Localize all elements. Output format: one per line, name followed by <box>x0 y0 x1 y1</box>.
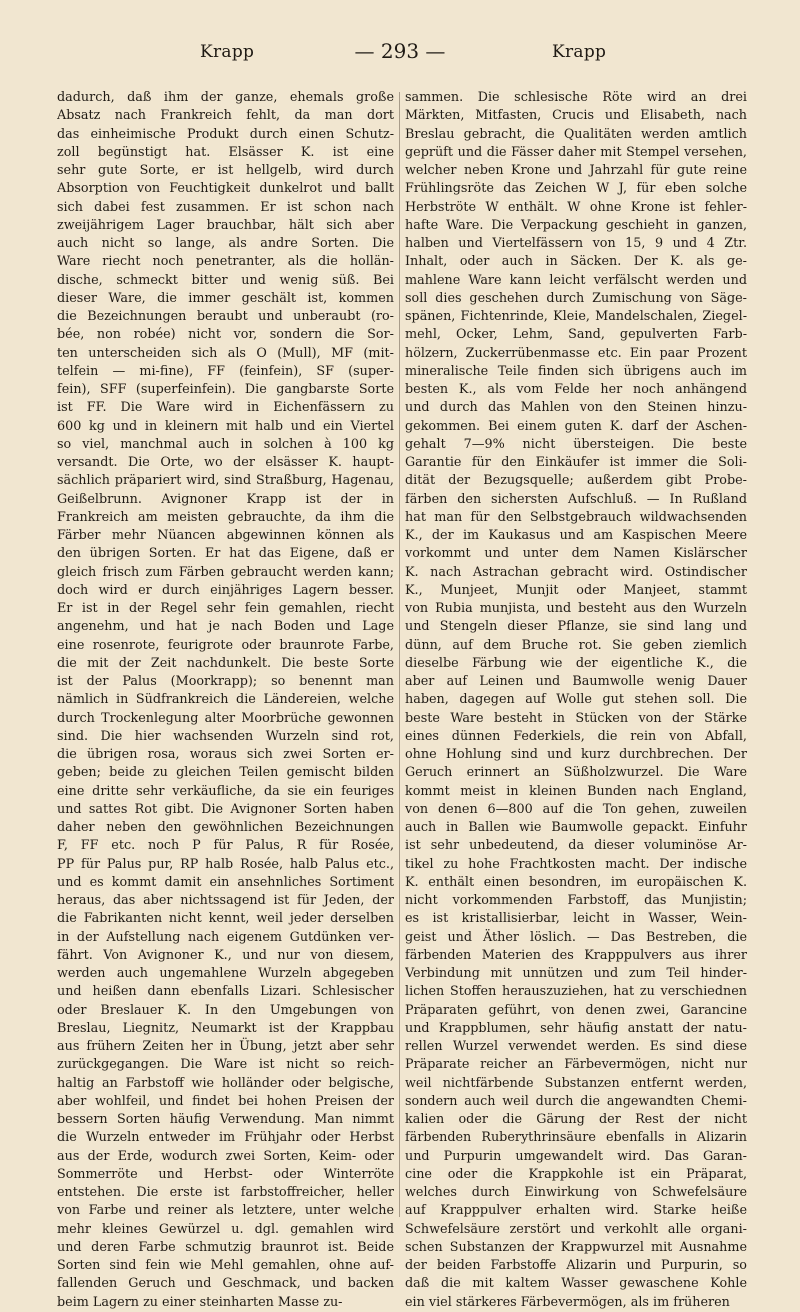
text-line: und sattes Rot gibt. Die Avignoner Sorten haben <box>57 801 394 817</box>
text-line: Garantie für den Einkäufer ist immer die Soli- <box>405 455 747 470</box>
text-line: ein viel stärkeres Färbevermögen, als im früheren <box>405 1294 730 1310</box>
text-line: sammen. Die schlesische Röte wird an drei <box>405 90 747 105</box>
text-line: die mit der Zeit nachdunkelt. Die beste Sorte <box>57 655 394 671</box>
text-line: Absatz nach Frankreich fehlt, da man dort <box>57 108 394 124</box>
text-line: oder Breslauer K. In den Umgebungen von <box>57 1002 394 1018</box>
header-right-catchword: Krapp <box>552 42 607 62</box>
text-line: Absorption von Feuchtigkeit dunkelrot und ballt <box>57 181 394 197</box>
text-line: es ist kristallisierbar, leicht in Wasser, Wein- <box>405 911 747 927</box>
text-line: ohne Hohlung sind und kurz durchbrechen. Der <box>405 747 747 762</box>
text-line: welcher neben Krone und Jahrzahl für gute reine <box>405 163 747 178</box>
text-line: ist FF. Die Ware wird in Eichenfässern zu <box>57 400 394 416</box>
text-line: kommt meist in kleinen Bunden nach England, <box>405 783 747 799</box>
text-line: geprüft und die Fässer daher mit Stempel versehen, <box>405 144 747 160</box>
text-line: heraus, das aber nichtssagend ist für Jeden, der <box>57 893 394 908</box>
text-line: halben und Viertelfässern von 15, 9 und 4 Ztr. <box>405 236 747 251</box>
text-line: besten K., als vom Felde her noch anhängend <box>405 382 747 397</box>
text-line: K., der im Kaukasus und am Kaspischen Meere <box>405 528 747 543</box>
text-line: von denen 6—800 auf die Ton gehen, zuweilen <box>405 801 747 817</box>
text-line: nicht vorkommenden Farbstoff, das Munjistin; <box>405 893 747 908</box>
text-line: hafte Ware. Die Verpackung geschieht in ganzen, <box>405 217 747 233</box>
text-line: daß die mit kaltem Wasser gewaschene Kohle <box>405 1276 747 1292</box>
text-line: daher neben den gewöhnlichen Bezeichnungen <box>57 820 394 835</box>
text-line: Präparate reicher an Färbevermögen, nicht nur <box>405 1057 747 1073</box>
text-line: PP für Palus pur, RP halb Rosée, halb Palus etc., <box>57 856 394 872</box>
text-line: welches durch Einwirkung von Schwefelsäure <box>405 1185 747 1200</box>
text-line: mehr kleines Gewürzel u. dgl. gemahlen wird <box>57 1221 394 1237</box>
text-line: entstehen. Die erste ist farbstoffreicher, heller <box>57 1185 394 1200</box>
text-line: Sommerröte und Herbst- oder Winterröte <box>57 1166 394 1182</box>
text-line: Verbindung mit unnützen und zum Teil hinder- <box>405 966 747 981</box>
text-line: ist sehr unbedeutend, da dieser voluminöse Ar- <box>405 838 747 854</box>
text-line: eines dünnen Federkiels, die rein von Abfall, <box>405 728 747 744</box>
text-line: hölzern, Zuckerrübenmasse etc. Ein paar Prozent <box>405 345 747 361</box>
text-line: färbenden Ruberythrinsäure ebenfalls in Alizarin <box>405 1130 747 1146</box>
text-line: eine rosenrote, feurigrote oder braunrote Farbe, <box>57 637 394 653</box>
text-line: haltig an Farbstoff wie holländer oder belgische, <box>57 1075 394 1091</box>
text-line: ist der Palus (Moorkrapp); so benennt man <box>57 674 394 689</box>
text-line: beim Lagern zu einer steinharten Masse zu- <box>57 1294 343 1310</box>
right-text-column <box>405 89 747 1312</box>
text-line: mahlene Ware kann leicht verfälscht werden und <box>405 272 747 288</box>
text-line: den übrigen Sorten. Er hat das Eigene, daß er <box>57 546 394 562</box>
text-line: sich dabei fest zusammen. Er ist schon nach <box>57 199 394 215</box>
page-number: — 293 — <box>354 39 446 63</box>
text-line: mehl, Ocker, Lehm, Sand, gepulverten Farb- <box>405 327 747 343</box>
text-line: in der Aufstellung nach eigenem Gutdünken ver- <box>57 929 394 945</box>
text-line: Färber mehr Nüancen abgewinnen können als <box>57 528 394 543</box>
text-line: dieselbe Färbung wie der eigentliche K., die <box>405 655 747 671</box>
text-line: gleich frisch zum Färben gebraucht werden kann; <box>57 564 394 580</box>
text-line: und deren Farbe schmutzig braunrot ist. Beide <box>57 1239 394 1255</box>
text-line: gehalt 7—9% nicht übersteigen. Die beste <box>405 436 747 452</box>
text-line: auf Krapppulver erhalten wird. Starke heiße <box>405 1203 747 1219</box>
text-line: angenehm, und hat je nach Boden und Lage <box>57 619 394 635</box>
text-line: auch in Ballen wie Baumwolle gepackt. Einfuhr <box>405 820 747 835</box>
text-line: Märkten, Mitfasten, Crucis und Elisabeth, nach <box>405 108 747 124</box>
text-line: hat man für den Selbstgebrauch wildwachsenden <box>405 509 747 525</box>
text-line: bessern Sorten häufig Verwendung. Man nimmt <box>57 1112 394 1127</box>
text-line: und es kommt damit ein ansehnliches Sortiment <box>57 874 394 890</box>
text-line: so viel, manchmal auch in solchen à 100 kg <box>57 436 394 452</box>
text-line: zoll begünstigt hat. Elsässer K. ist eine <box>57 144 394 160</box>
text-line: soll dies geschehen durch Zumischung von Säge- <box>405 290 747 306</box>
text-line: eine dritte sehr verkäufliche, da sie ein feuriges <box>57 783 394 799</box>
text-line: dadurch, daß ihm der ganze, ehemals große <box>57 90 394 105</box>
text-line: spänen, Fichtenrinde, Kleie, Mandelschalen, Ziegel- <box>405 309 747 324</box>
text-line: Inhalt, oder auch in Säcken. Der K. als ge- <box>405 254 747 270</box>
text-line: die Wurzeln entweder im Frühjahr oder Herbst <box>57 1130 394 1146</box>
text-line: sind. Die hier wachsenden Wurzeln sind rot, <box>57 728 394 744</box>
text-line: Geißelbrunn. Avignoner Krapp ist der in <box>57 491 394 507</box>
text-line: haben, dagegen auf Wolle gut stehen soll. Die <box>405 692 747 708</box>
text-line: schen Substanzen der Krappwurzel mit Ausnahme <box>405 1239 747 1255</box>
text-line: bée, non robée) nicht vor, sondern die Sor- <box>57 327 394 343</box>
text-line: sächlich präpariert wird, sind Straßburg, Hagenau, <box>57 473 394 489</box>
text-line: und Krappblumen, sehr häufig anstatt der natu- <box>405 1020 747 1036</box>
text-line: fährt. Von Avignoner K., und nur von diesem, <box>57 947 394 963</box>
text-line: dität der Bezugsquelle; außerdem gibt Probe- <box>405 473 747 489</box>
text-line: aus frühern Zeiten her in Übung, jetzt aber sehr <box>57 1039 394 1054</box>
text-line: sehr gute Sorte, er ist hellgelb, wird durch <box>57 163 394 178</box>
text-line: geist und Äther löslich. — Das Bestreben, die <box>405 929 747 945</box>
text-line: Breslau, Liegnitz, Neumarkt ist der Krappbau <box>57 1020 394 1036</box>
text-line: der beiden Farbstoffe Alizarin und Purpurin, so <box>405 1258 747 1273</box>
text-line: gekommen. Bei einem guten K. darf der Aschen- <box>405 418 747 434</box>
text-line: Präparaten geführt, von denen zwei, Garancine <box>405 1002 747 1018</box>
text-line: F, FF etc. noch P für Palus, R für Rosée, <box>57 838 394 854</box>
text-line: zurückgegangen. Die Ware ist nicht so reich- <box>57 1057 394 1073</box>
text-line: ten unterscheiden sich als O (Mull), MF (mit- <box>57 345 394 361</box>
text-line: die Bezeichnungen beraubt und unberaubt (ro- <box>57 309 394 324</box>
text-line: Herbströte W enthält. W ohne Krone ist fehler- <box>405 199 747 215</box>
text-line: K. enthält einen besondren, im europäischen K. <box>405 874 747 890</box>
text-line: und heißen dann ebenfalls Lizari. Schlesischer <box>57 984 394 1000</box>
text-line: versandt. Die Orte, wo der elsässer K. haupt- <box>57 455 394 470</box>
text-line: beste Ware besteht in Stücken von der Stärke <box>405 710 747 726</box>
text-line: telfein — mi-fine), FF (feinfein), SF (super- <box>57 363 394 379</box>
text-line: Schwefelsäure zerstört und verkohlt alle organi- <box>405 1221 747 1237</box>
left-text-column <box>57 89 394 1312</box>
text-line: dische, schmeckt bitter und wenig süß. Bei <box>57 272 394 288</box>
text-line: Frühlingsröte das Zeichen W J, für eben solche <box>405 181 747 197</box>
text-line: weil nichtfärbende Substanzen entfernt werden, <box>405 1075 747 1091</box>
text-line: aber wohlfeil, und findet bei hohen Preisen der <box>57 1093 394 1109</box>
text-line: färben den sichersten Aufschluß. — In Rußland <box>405 491 747 507</box>
text-line: rellen Wurzel verwendet werden. Es sind diese <box>405 1039 747 1054</box>
text-line: geben; beide zu gleichen Teilen gemischt bilden <box>57 765 394 781</box>
text-line: vorkommt und unter dem Namen Kislärscher <box>405 546 747 562</box>
text-line: werden auch ungemahlene Wurzeln abgegeben <box>57 966 394 981</box>
text-line: dieser Ware, die immer geschält ist, kommen <box>57 290 394 306</box>
text-line: durch Trockenlegung alter Moorbrüche gewonnen <box>57 710 394 726</box>
text-line: cine oder die Krappkohle ist ein Präparat, <box>405 1166 747 1182</box>
text-line: kalien oder die Gärung der Rest der nicht <box>405 1112 747 1127</box>
text-line: 600 kg und in kleinern mit halb und ein Viertel <box>57 418 394 434</box>
column-divider <box>399 92 400 1217</box>
text-line: das einheimische Produkt durch einen Schutz- <box>57 126 394 142</box>
text-line: lichen Stoffen herauszuziehen, hat zu verschiednen <box>405 984 747 1000</box>
text-line: die Fabrikanten nicht kennt, weil jeder derselben <box>57 911 394 927</box>
text-line: und Stengeln dieser Pflanze, sie sind lang und <box>405 619 747 635</box>
text-line: Sorten sind fein wie Mehl gemahlen, ohne auf- <box>57 1258 394 1273</box>
text-line: mineralische Teile finden sich übrigens auch im <box>405 363 747 379</box>
text-line: färbenden Materien des Krapppulvers aus ihrer <box>405 947 747 963</box>
text-line: Frankreich am meisten gebrauchte, da ihm die <box>57 509 394 525</box>
text-line: und Purpurin umgewandelt wird. Das Garan- <box>405 1148 747 1164</box>
text-line: von Farbe und reiner als letztere, unter welche <box>57 1203 394 1219</box>
running-header <box>52 39 748 72</box>
text-line: aus der Erde, wodurch zwei Sorten, Keim- oder <box>57 1148 394 1164</box>
header-left-catchword: Krapp <box>200 42 255 62</box>
text-line: die übrigen rosa, woraus sich zwei Sorten er- <box>57 747 394 762</box>
text-line: nämlich in Südfrankreich die Ländereien, welche <box>57 692 394 708</box>
text-line: tikel zu hohe Frachtkosten macht. Der indische <box>405 856 747 872</box>
text-line: fallenden Geruch und Geschmack, und backen <box>57 1276 394 1292</box>
text-line: Er ist in der Regel sehr fein gemahlen, riecht <box>57 601 394 616</box>
text-line: K., Munjeet, Munjit oder Manjeet, stammt <box>405 582 747 598</box>
text-line: doch wird er durch einjähriges Lagern besser. <box>57 582 394 598</box>
text-line: dünn, auf dem Bruche rot. Sie geben ziemlich <box>405 637 747 653</box>
text-line: Ware riecht noch penetranter, als die hollän- <box>57 254 394 270</box>
text-line: fein), SFF (superfeinfein). Die gangbarste Sorte <box>57 382 394 397</box>
text-line: sondern auch weil durch die angewandten Chemi- <box>405 1093 747 1109</box>
text-line: von Rubia munjista, und besteht aus den Wurzeln <box>405 601 747 616</box>
text-line: aber auf Leinen und Baumwolle wenig Dauer <box>405 674 747 689</box>
text-line: Geruch erinnert an Süßholzwurzel. Die Ware <box>405 765 747 781</box>
text-line: auch nicht so lange, als andre Sorten. Die <box>57 236 394 251</box>
text-line: und durch das Mahlen von den Steinen hinzu- <box>405 400 747 416</box>
text-line: Breslau gebracht, die Qualitäten werden amtlich <box>405 126 747 142</box>
text-line: zweijährigem Lager brauchbar, hält sich aber <box>57 217 394 233</box>
text-line: K. nach Astrachan gebracht wird. Ostindischer <box>405 564 747 580</box>
